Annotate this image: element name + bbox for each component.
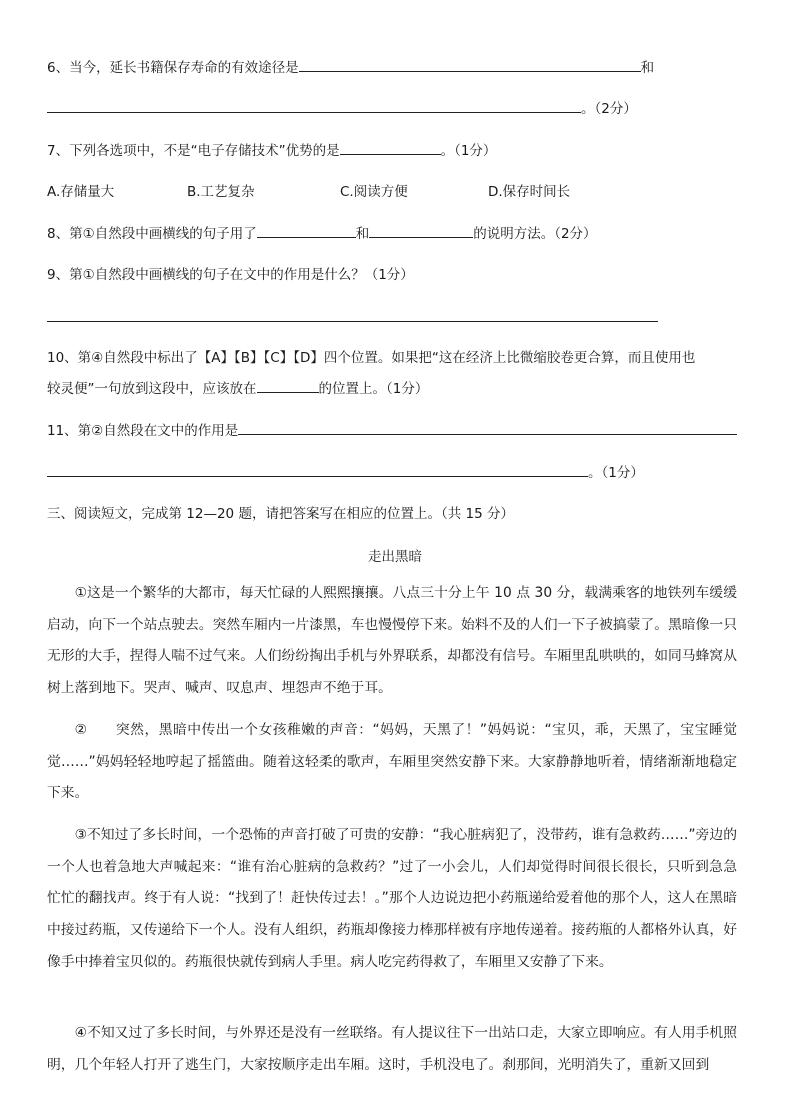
- question-11-prompt: 11、第②自然段在文中的作用是: [47, 423, 239, 439]
- question-8: [47, 222, 597, 242]
- passage-title: 走出黑暗: [368, 549, 422, 565]
- answer-line-9[interactable]: [47, 321, 658, 322]
- question-6-score: 。（2分）: [581, 101, 637, 117]
- option-a: A.存储量大: [47, 184, 115, 200]
- question-7: [47, 139, 496, 159]
- question-6-prompt: 6、当今，延长书籍保存寿命的有效途径是: [47, 60, 299, 76]
- option-b: B.工艺复杂: [187, 184, 255, 200]
- paragraph-1: ①这是一个繁华的大都市，每天忙碌的人熙熙攘攘。八点三十分上午 10 点 30 分，载满乘客的地铁列车缓缓启动，向下一个站点驶去。突然车厢内一片漆黑，车也慢慢停下来。始料不及的人们一下子被搞蒙了。黑暗像一只无形的大手，捏得人喘不过气来。人们纷纷掏出手机与外界联系，却都没有信号。车厢里乱哄哄的，如同马蜂窝从树上落到地下。哭声、喊声、叹息声、埋怨声不绝于耳。: [47, 585, 737, 697]
- answer-blank-8b[interactable]: [369, 223, 473, 238]
- question-6: [47, 56, 654, 76]
- answer-blank-8a[interactable]: [257, 223, 356, 238]
- question-8-prompt: 8、第①自然段中画横线的句子用了: [47, 226, 257, 242]
- question-11-continued: [47, 461, 644, 481]
- answer-blank-10[interactable]: [257, 378, 319, 393]
- question-11: [47, 419, 737, 439]
- question-9: 9、第①自然段中画横线的句子在文中的作用是什么？（1分）: [47, 267, 414, 283]
- paragraph-4: ④不知又过了多长时间，与外界还是没有一丝联络。有人提议往下一出站口走，大家立即响应。有人用手机照明，几个年轻人打开了逃生门，大家按顺序走出车厢。这时，手机没电了。刹那间，光明消失了，重新又回到: [47, 1025, 737, 1073]
- question-6-continued: [47, 97, 637, 117]
- section-3-heading: 三、阅读短文，完成第 12—20 题，请把答案写在相应的位置上。（共 15 分）: [47, 506, 514, 522]
- answer-blank-6a[interactable]: [299, 57, 641, 72]
- question-10-line1: 10、第④自然段中标出了【A】【B】【C】【D】四个位置。如果把“这在经济上比微缩胶卷更合算，而且使用也: [47, 350, 696, 366]
- answer-blank-11b[interactable]: [47, 462, 588, 477]
- question-6-connector: 和: [640, 60, 655, 76]
- answer-blank-6b[interactable]: [47, 98, 581, 113]
- answer-blank-11a[interactable]: [238, 420, 737, 435]
- option-d: D.保存时间长: [488, 184, 571, 200]
- question-10-line2: [47, 377, 428, 397]
- paragraph-3: ③不知过了多长时间，一个恐怖的声音打破了可贵的安静：“我心脏病犯了，没带药，谁有急救药……”旁边的一个人也着急地大声喊起来：“谁有治心脏病的急救药？”过了一小会儿，人们却觉得时间很长很长，只听到急急忙忙的翻找声。终于有人说：“找到了！赶快传过去！。”那个人边说边把小药瓶递给爱着他的那个人，这人在黑暗中接过药瓶，又传递给下一个人。没有人组织，药瓶却像接力棒那样被有序地传递着。接药瓶的人都格外认真，好像手中捧着宝贝似的。药瓶很快就传到病人手里。病人吃完药得救了，车厢里又安静了下来。: [47, 827, 737, 970]
- question-11-score: 。（1分）: [588, 465, 644, 481]
- question-10-prompt: 较灵便”一句放到这段中，应该放在: [47, 381, 257, 397]
- question-10-score: 的位置上。（1分）: [318, 381, 429, 397]
- question-8-score: 的说明方法。（2分）: [473, 226, 597, 242]
- question-8-connector: 和: [355, 226, 370, 242]
- question-7-prompt: 7、下列各选项中，不是“电子存储技术”优势的是: [47, 143, 340, 159]
- paragraph-2: ② 突然，黑暗中传出一个女孩稚嫩的声音：“妈妈，天黑了！”妈妈说：“宝贝，乖，天黑了，宝宝睡觉觉……”妈妈轻轻地哼起了摇篮曲。随着这轻柔的歌声，车厢里突然安静下来。大家静静地听着，情绪渐渐地稳定下来。: [47, 722, 737, 802]
- question-7-score: 。（1分）: [440, 143, 497, 159]
- answer-blank-7[interactable]: [340, 140, 441, 155]
- option-c: C.阅读方便: [340, 184, 408, 200]
